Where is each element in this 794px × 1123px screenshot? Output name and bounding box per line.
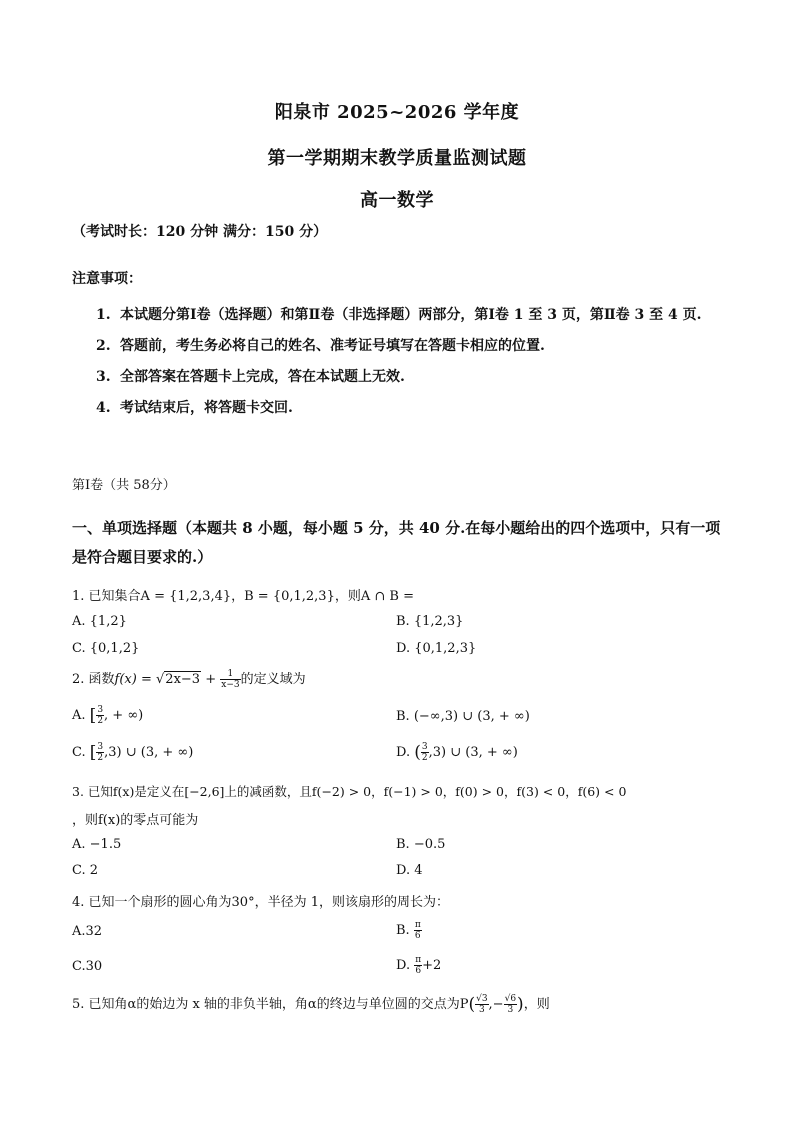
fraction-denominator: 6 (415, 966, 422, 976)
bracket: [ (89, 705, 97, 726)
notice-item (96, 300, 726, 331)
fraction-denominator: 2 (421, 753, 428, 763)
fraction-numerator: √6 (504, 994, 517, 1004)
question-3-option-c: C. 2 (72, 863, 99, 878)
question-1-option-d: D. {0,1,2,3} (396, 641, 477, 656)
question-2-stem (72, 668, 306, 690)
fraction-numerator: π (415, 955, 422, 965)
question-3-stem-line1: 3. 已知f(x)是定义在[−2,6]上的减函数，且f(−2) > 0，f(−1) > 0，f(0) > 0，f(3) < 0，f(6) < 0 (72, 784, 627, 799)
fraction-numerator: 3 (421, 742, 428, 752)
question-3-option-d: D. 4 (396, 863, 423, 878)
question-5-stem-tail: ，则 (523, 997, 550, 1012)
option-fraction (96, 705, 104, 726)
question-3-stem-line2: ，则f(x)的零点可能为 (72, 813, 199, 828)
question-4-stem: 4. 已知一个扇形的圆心角为30°，半径为 1，则该扇形的周长为： (72, 895, 449, 910)
question-1-stem-text: 1. 已知集合 (72, 589, 141, 604)
option-fraction (96, 742, 104, 763)
option-fraction (414, 920, 422, 941)
fraction-numerator: 3 (97, 705, 104, 715)
notice-item (96, 362, 726, 393)
notice-item-number: 3. (96, 369, 111, 385)
fraction-denominator: 2 (97, 716, 104, 726)
notice-item-number: 1. (96, 307, 111, 323)
notice-item-number: 4. (96, 400, 111, 416)
fraction-denominator: 3 (507, 1005, 514, 1015)
question-4-option-b (396, 920, 422, 941)
exam-title-line1: 阳泉市 2025~2026 学年度 (274, 102, 520, 123)
option-rest: ,3) ∪ (3, + ∞) (104, 745, 194, 760)
exam-title-line2: 第一学期期末教学质量监测试题 (267, 148, 527, 169)
option-label: D. (396, 958, 411, 973)
question-1-option-a: A. {1,2} (72, 614, 127, 629)
plus-sign: + (201, 672, 221, 687)
question-2-fraction (220, 669, 240, 690)
point-y-fraction (504, 994, 517, 1015)
bracket: [ (89, 742, 97, 763)
notice-item-text: 本试题分第Ⅰ卷（选择题）和第Ⅱ卷（非选择题）两部分，第Ⅰ卷 1 至 3 页，第Ⅱ卷 3 至 4 页. (120, 307, 702, 323)
fraction-numerator: 1 (220, 669, 240, 680)
exam-duration-info: （考试时长：120 分钟 满分：150 分） (72, 224, 328, 240)
fraction-denominator: 6 (414, 931, 421, 941)
option-fraction (421, 742, 429, 763)
notice-item (96, 393, 726, 424)
question-3-option-a: A. −1.5 (72, 837, 122, 852)
question-1-sets: A = {1,2,3,4}，B = {0,1,2,3}，则A ∩ B = (140, 589, 414, 604)
question-5-stem-text: 5. 已知角α的始边为 x 轴的非负半轴，角α的终边与单位圆的交点为P (72, 997, 469, 1012)
option-rest: , + ∞) (104, 708, 144, 723)
option-rest: +2 (422, 958, 442, 973)
question-2-stem-text: 2. 函数 (72, 672, 115, 687)
notice-list (96, 300, 726, 424)
question-1-option-b: B. {1,2,3} (396, 614, 464, 629)
option-label: D. (396, 745, 411, 760)
fraction-denominator: 2 (97, 753, 104, 763)
fraction-numerator: π (414, 920, 421, 930)
section-heading: 一、单项选择题（本题共 8 小题，每小题 5 分，共 40 分.在每小题给出的四个选项中，只有一项是符合题目要求的.） (72, 519, 721, 566)
fraction-denominator: x−3 (221, 680, 240, 690)
fraction-numerator: √3 (476, 994, 488, 1004)
notice-item-text: 答题前，考生务必将自己的姓名、准考证号填写在答题卡相应的位置. (120, 338, 545, 354)
exam-subject: 高一数学 (360, 190, 434, 211)
question-2-option-a (72, 705, 143, 726)
question-2-option-b: B. (−∞,3) ∪ (3, + ∞) (396, 709, 530, 724)
question-1-option-c: C. {0,1,2} (72, 641, 140, 656)
question-2-radicand: 2x−3 (165, 672, 201, 687)
option-rest: ,3) ∪ (3, + ∞) (428, 745, 518, 760)
question-2-option-c (72, 742, 193, 763)
option-label: A. (72, 708, 86, 723)
notice-item-number: 2. (96, 338, 111, 354)
question-2-function: f(x) = (114, 672, 156, 687)
paren-close: ) (517, 994, 524, 1015)
question-3-option-b: B. −0.5 (396, 837, 446, 852)
paren-open: ( (468, 994, 476, 1015)
point-separator: ,− (488, 997, 504, 1012)
point-x-fraction (475, 994, 488, 1015)
question-4-option-a: A.32 (72, 924, 103, 939)
option-fraction (414, 955, 422, 976)
notice-item (96, 331, 726, 362)
sqrt-sign: √ (156, 672, 165, 687)
notice-heading: 注意事项： (72, 271, 142, 287)
volume-heading: 第Ⅰ卷（共 58分） (72, 478, 176, 493)
question-4-option-d (396, 955, 441, 976)
question-4-option-c: C.30 (72, 959, 103, 974)
question-5-stem (72, 993, 550, 1015)
notice-item-text: 考试结束后，将答题卡交回. (120, 400, 293, 416)
question-1-stem (72, 585, 414, 604)
fraction-denominator: 3 (478, 1005, 485, 1015)
bracket: ( (414, 742, 421, 763)
fraction-numerator: 3 (97, 742, 104, 752)
question-2-option-d (396, 742, 518, 763)
option-label: B. (396, 923, 410, 938)
notice-item-text: 全部答案在答题卡上完成，答在本试题上无效. (120, 369, 405, 385)
question-2-stem-tail: 的定义域为 (240, 672, 306, 687)
option-label: C. (72, 745, 86, 760)
